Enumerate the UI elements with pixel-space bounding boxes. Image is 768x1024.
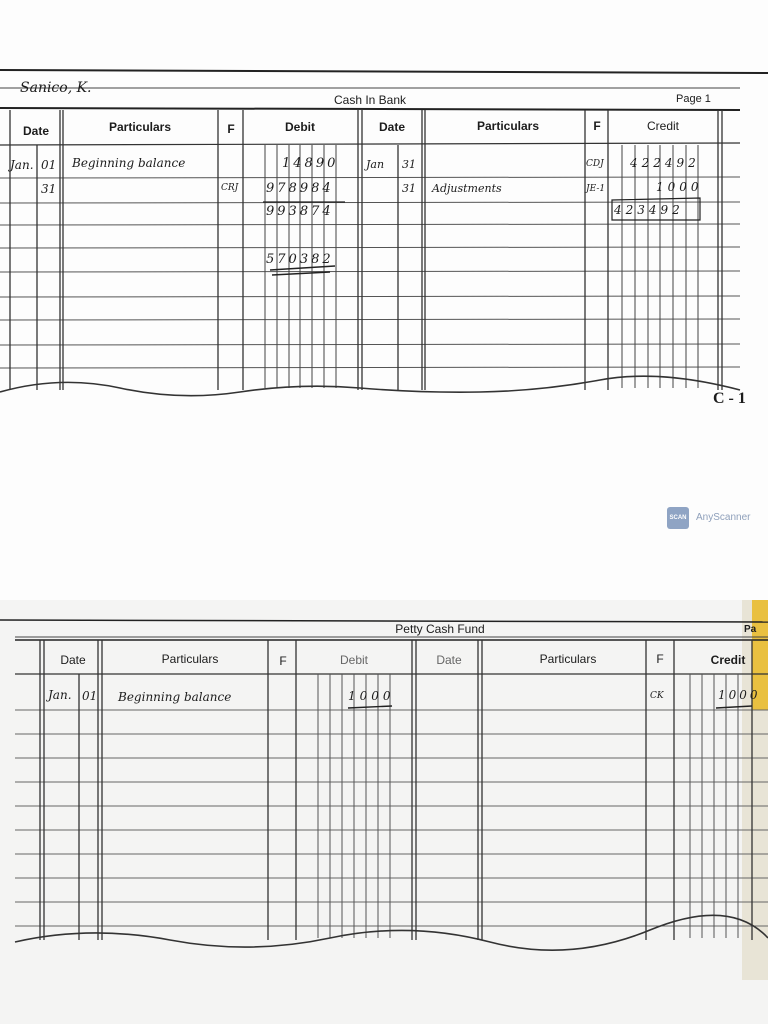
debit-row-1-particulars: Beginning balance [72,156,186,170]
header-debit: Debit [285,120,315,134]
ledger2-debit-row-1-particulars: Beginning balance [118,690,232,704]
credit-row-1-month: Jan [366,158,385,171]
owner-name: Sanico, K. [20,80,92,96]
ledger-code: C - 1 [713,390,746,407]
debit-row-2-day: 31 [41,182,57,196]
debit-row-1-amount: 14890 [282,156,339,171]
debit-row-1-day: 01 [41,158,57,172]
ledger2-debit-row-1-amount: 1000 [348,689,395,703]
credit-row-2-day: 31 [402,182,416,195]
ledger2-credit-row-1-amount: 1000 [718,688,761,702]
credit-row-1-ref: CDJ [586,159,604,169]
debit-row-4-amount: 570382 [266,252,334,267]
credit-row-2-amount: 1000 [656,180,703,194]
header-particulars: Particulars [108,120,172,134]
credit-row-2-particulars: Adjustments [432,182,502,195]
header2-f: F [279,654,287,668]
header2-credit: Credit [710,653,746,667]
ledger-grid-2 [0,600,768,1024]
credit-row-2-ref: JE-1 [586,184,606,194]
credit-row-1-amount: 422492 [630,156,700,170]
debit-row-2-ref: CRJ [221,183,239,193]
page-label: Page 1 [676,93,711,105]
header-date-2: Date [378,120,406,134]
credit-row-1-day: 31 [402,158,416,171]
header2-date: Date [60,653,86,667]
header-particulars-2: Particulars [476,119,540,133]
ledger2-debit-row-1-month: Jan. [48,688,72,702]
account-title: Cash In Bank [333,93,407,107]
header2-date-2: Date [436,653,462,667]
ledger-cash-in-bank [0,0,768,430]
header2-particulars: Particulars [161,652,219,666]
header-date: Date [22,124,50,138]
header-f: F [227,122,235,136]
credit-row-3-amount: 423492 [614,203,684,217]
anyscanner-label: AnyScanner [696,512,751,523]
ledger2-debit-row-1-day: 01 [82,689,98,703]
debit-row-3-amount: 993874 [266,204,334,219]
debit-row-2-amount: 978984 [266,181,334,196]
header2-particulars-2: Particulars [539,652,597,666]
header2-f-2: F [656,652,664,666]
anyscanner-logo-icon: SCAN [667,507,689,529]
header-f-2: F [593,119,601,133]
debit-row-1-month: Jan. [10,158,34,172]
page-label-2: Pa [744,624,757,635]
ledger2-credit-row-1-ref: CK [650,691,664,701]
account-title-2: Petty Cash Fund [395,622,485,636]
header-credit: Credit [646,119,680,133]
ledger-petty-cash-fund [0,600,768,1024]
header2-debit: Debit [339,653,369,667]
